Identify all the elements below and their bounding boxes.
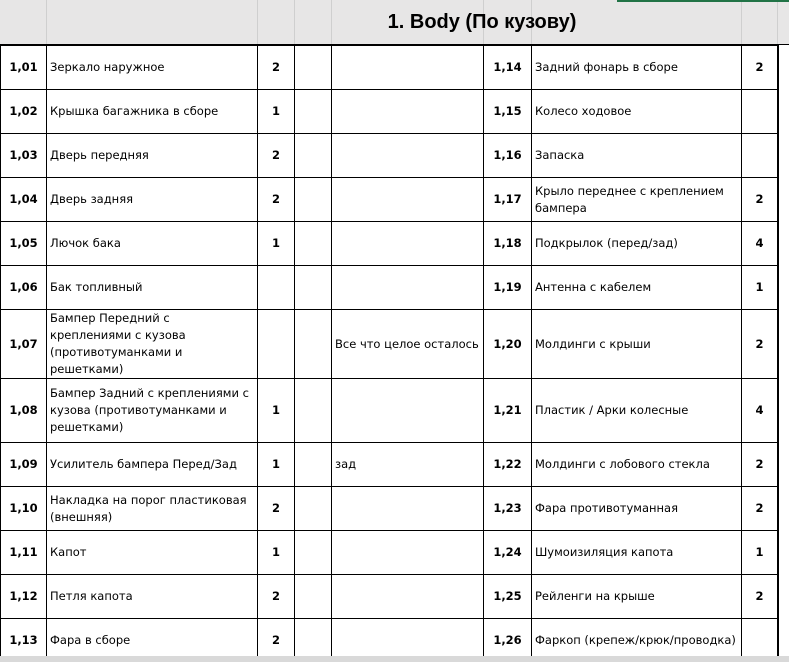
table-row [1, 310, 779, 379]
right-item-number[interactable]: 1,22 [484, 443, 532, 487]
left-item-name[interactable]: Дверь задняя [47, 178, 258, 222]
left-item-name[interactable]: Накладка на порог пластиковая (внешняя) [47, 487, 258, 531]
left-item-extra[interactable] [295, 134, 332, 178]
right-item-number[interactable]: 1,14 [484, 46, 532, 90]
left-item-number[interactable]: 1,09 [1, 443, 47, 487]
right-item-name[interactable]: Пластик / Арки колесные [532, 379, 742, 443]
left-item-extra[interactable] [295, 575, 332, 619]
left-item-quantity[interactable]: 1 [258, 531, 295, 575]
left-item-extra[interactable] [295, 379, 332, 443]
left-item-note[interactable]: зад [332, 443, 484, 487]
right-item-number[interactable]: 1,26 [484, 619, 532, 662]
left-item-quantity[interactable] [258, 310, 295, 379]
header-gridline [741, 0, 742, 44]
left-item-number[interactable]: 1,08 [1, 379, 47, 443]
right-item-number[interactable]: 1,21 [484, 379, 532, 443]
left-item-number[interactable]: 1,07 [1, 310, 47, 379]
left-item-note[interactable]: Все что целое осталось [332, 310, 484, 379]
right-item-quantity[interactable]: 2 [742, 575, 778, 619]
right-item-quantity[interactable]: 2 [742, 178, 778, 222]
right-item-number[interactable]: 1,20 [484, 310, 532, 379]
left-item-quantity[interactable]: 2 [258, 619, 295, 662]
left-item-quantity[interactable]: 1 [258, 90, 295, 134]
section-header[interactable] [0, 0, 789, 45]
left-item-extra[interactable] [295, 46, 332, 90]
left-item-quantity[interactable]: 1 [258, 222, 295, 266]
left-item-note[interactable] [332, 575, 484, 619]
left-item-extra[interactable] [295, 90, 332, 134]
right-item-extra[interactable] [778, 487, 779, 531]
right-item-quantity[interactable]: 2 [742, 310, 778, 379]
table-row [1, 90, 779, 134]
right-item-quantity[interactable]: 4 [742, 379, 778, 443]
left-item-note[interactable] [332, 46, 484, 90]
section-title[interactable]: 1. Body (По кузову) [387, 11, 577, 33]
left-item-number[interactable]: 1,01 [1, 46, 47, 90]
right-item-extra[interactable] [778, 266, 779, 310]
left-item-extra[interactable] [295, 266, 332, 310]
right-item-number[interactable]: 1,16 [484, 134, 532, 178]
right-item-name[interactable]: Фара противотуманная [532, 487, 742, 531]
left-item-extra[interactable] [295, 222, 332, 266]
scroll-edge [0, 656, 789, 662]
right-item-number[interactable]: 1,25 [484, 575, 532, 619]
parts-table [0, 45, 779, 662]
left-item-note[interactable] [332, 90, 484, 134]
left-item-name[interactable]: Петля капота [47, 575, 258, 619]
right-item-number[interactable]: 1,18 [484, 222, 532, 266]
left-item-note[interactable] [332, 487, 484, 531]
right-item-quantity[interactable] [742, 134, 778, 178]
table-row [1, 575, 779, 619]
left-item-name[interactable]: Фара в сборе [47, 619, 258, 662]
right-item-extra[interactable] [778, 310, 779, 379]
left-item-extra[interactable] [295, 310, 332, 379]
left-item-quantity[interactable]: 1 [258, 443, 295, 487]
left-item-extra[interactable] [295, 443, 332, 487]
table-row [1, 134, 779, 178]
right-item-extra[interactable] [778, 90, 779, 134]
left-item-name[interactable]: Дверь передняя [47, 134, 258, 178]
header-gridline [46, 0, 47, 44]
left-item-name[interactable]: Зеркало наружное [47, 46, 258, 90]
left-item-number[interactable]: 1,05 [1, 222, 47, 266]
right-item-quantity[interactable]: 1 [742, 531, 778, 575]
left-item-name[interactable]: Бак топливный [47, 266, 258, 310]
right-item-extra[interactable] [778, 443, 779, 487]
right-item-name[interactable]: Антенна с кабелем [532, 266, 742, 310]
selection-accent [617, 0, 789, 2]
table-row [1, 222, 779, 266]
right-item-extra[interactable] [778, 134, 779, 178]
table-body [1, 46, 779, 662]
left-item-note[interactable] [332, 379, 484, 443]
left-item-number[interactable]: 1,10 [1, 487, 47, 531]
left-item-number[interactable]: 1,06 [1, 266, 47, 310]
left-item-number[interactable]: 1,11 [1, 531, 47, 575]
right-item-number[interactable]: 1,19 [484, 266, 532, 310]
right-item-number[interactable]: 1,24 [484, 531, 532, 575]
left-item-number[interactable]: 1,12 [1, 575, 47, 619]
right-item-name[interactable]: Шумоизиляция капота [532, 531, 742, 575]
right-item-name[interactable]: Фаркоп (крепеж/крюк/проводка) [532, 619, 742, 662]
right-item-name[interactable]: Рейленги на крыше [532, 575, 742, 619]
right-item-extra[interactable] [778, 46, 779, 90]
left-item-extra[interactable] [295, 531, 332, 575]
table-row [1, 487, 779, 531]
left-item-name[interactable]: Капот [47, 531, 258, 575]
right-item-number[interactable]: 1,15 [484, 90, 532, 134]
right-item-quantity[interactable]: 4 [742, 222, 778, 266]
left-item-number[interactable]: 1,03 [1, 134, 47, 178]
left-item-note[interactable] [332, 134, 484, 178]
left-item-name[interactable]: Лючок бака [47, 222, 258, 266]
right-item-quantity[interactable] [742, 90, 778, 134]
left-item-quantity[interactable]: 2 [258, 46, 295, 90]
left-item-extra[interactable] [295, 178, 332, 222]
right-item-name[interactable]: Колесо ходовое [532, 90, 742, 134]
table-row [1, 178, 779, 222]
left-item-quantity[interactable]: 2 [258, 487, 295, 531]
right-item-number[interactable]: 1,23 [484, 487, 532, 531]
table-row [1, 46, 779, 90]
right-item-number[interactable]: 1,17 [484, 178, 532, 222]
left-item-note[interactable] [332, 531, 484, 575]
table-row [1, 266, 779, 310]
right-item-quantity[interactable]: 1 [742, 266, 778, 310]
left-item-quantity[interactable] [258, 266, 295, 310]
right-item-name[interactable]: Задний фонарь в сборе [532, 46, 742, 90]
left-item-name[interactable]: Крышка багажника в сборе [47, 90, 258, 134]
header-gridline [257, 0, 258, 44]
header-gridline [294, 0, 295, 44]
right-item-extra[interactable] [778, 379, 779, 443]
right-item-name[interactable]: Подкрылок (перед/зад) [532, 222, 742, 266]
right-item-quantity[interactable]: 2 [742, 443, 778, 487]
left-item-quantity[interactable]: 2 [258, 575, 295, 619]
left-item-name[interactable]: Усилитель бампера Перед/Зад [47, 443, 258, 487]
right-item-quantity[interactable]: 2 [742, 487, 778, 531]
left-item-quantity[interactable]: 2 [258, 178, 295, 222]
right-item-quantity[interactable]: 2 [742, 46, 778, 90]
right-item-extra[interactable] [778, 222, 779, 266]
left-item-number[interactable]: 1,13 [1, 619, 47, 662]
left-item-name[interactable]: Бампер Задний с креплениями с кузова (противотуманками и решетками) [47, 379, 258, 443]
table-row [1, 443, 779, 487]
left-item-quantity[interactable]: 2 [258, 134, 295, 178]
right-item-extra[interactable] [778, 178, 779, 222]
right-item-name[interactable]: Молдинги с лобового стекла [532, 443, 742, 487]
left-item-note[interactable] [332, 266, 484, 310]
right-item-name[interactable]: Крыло переднее с креплением бампера [532, 178, 742, 222]
right-item-extra[interactable] [778, 575, 779, 619]
left-item-note[interactable] [332, 178, 484, 222]
right-item-name[interactable]: Запаска [532, 134, 742, 178]
left-item-quantity[interactable]: 1 [258, 379, 295, 443]
left-item-name[interactable]: Бампер Передний с креплениями с кузова (противотуманками и решетками) [47, 310, 258, 379]
left-item-note[interactable] [332, 222, 484, 266]
table-row [1, 379, 779, 443]
left-item-extra[interactable] [295, 487, 332, 531]
table-row [1, 531, 779, 575]
left-item-number[interactable]: 1,02 [1, 90, 47, 134]
right-item-extra[interactable] [778, 531, 779, 575]
header-gridline [777, 0, 778, 44]
left-item-number[interactable]: 1,04 [1, 178, 47, 222]
right-item-name[interactable]: Молдинги с крыши [532, 310, 742, 379]
